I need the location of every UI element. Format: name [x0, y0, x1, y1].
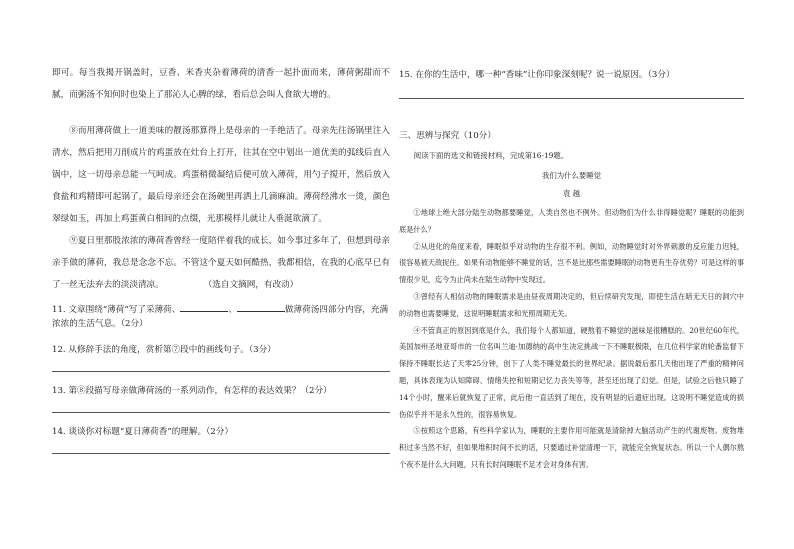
question-13: 13. 第⑧段描写母亲做薄荷汤的一系列动作，有怎样的表达效果？（2分）: [52, 386, 332, 396]
answer-blank-1[interactable]: [180, 302, 228, 312]
question-12: 12. 从修辞手法的角度，赏析第⑦段中的画线句子。（3分）: [52, 345, 276, 355]
question-15: 15. 在你的生活中，哪一种“香味”让你印象深刻呢？说一说原因。（3分）: [399, 70, 675, 80]
answer-line-12[interactable]: [52, 371, 390, 372]
article-paragraph-1: ①地球上绝大部分陆生动物都要睡觉，人类自然也不例外。但动物们为什么非得睡觉呢？睡眠的功能到底是什么？: [399, 208, 744, 234]
article-paragraph-2: ②从进化的角度来看，睡眠似乎对动物的生存很不利。例如，动物睡觉时对外界刺激的反应能力迟钝，很容易被天敌捉住。如果有动物能够不睡觉的话，岂不是比那些需要睡眠的动物更有生存优势？可是这样的事情很少见，迄今为止尚未在陆生动物中发现过。: [399, 241, 745, 285]
article-paragraph-5: ⑤按照这个思路，有些科学家认为，睡眠的主要作用可能就是清除掉大脑活动产生的代谢废物。废物堆积过多当然不好，但如果堆积时间不长的话，只要通过补觉清理一下，就能完全恢复状态。所以一个人偶尔熬个夜不是什么大问题，只有长时间睡眠不足才会对身体有害。: [399, 426, 745, 469]
paragraph-8: ⑧而用薄荷做上一道美味的靓汤那算得上是母亲的一手绝活了。母亲先往汤锅里注入清水，然后把用刀削成片的鸡蛋放在灶台上打开，往其在空中划出一道优美的弧线后直入锅中，这一切母亲总能一气呵成。鸡蛋稍微凝结后便可放入薄荷，用勺子搅开，然后放入食盐和鸡精即可起锅了，最后母亲还会在汤碗里再洒上几滴麻油。薄荷经沸水一烫，颜色翠绿如玉，再加上鸡蛋黄白相间的点缀，光那模样儿就让人垂涎欲滴了。: [52, 126, 390, 224]
article-author: 袁 越: [562, 189, 581, 198]
answer-blank-2[interactable]: [237, 302, 285, 312]
instruction-text: 阅读下面的选文和链接材料，完成第16-19题。: [413, 151, 569, 160]
article-paragraph-4: ④不管真正的原因到底是什么，我们每个人都知道，硬熬着不睡觉的滋味是很糟糕的。20世纪60年代，美国加州圣地亚哥市的一位名叫兰迪·加德纳的高中生决定挑战一下不睡眠极限，在几位科学家的轮番监督下保持不睡眠长达了天零25分钟，创下了人类不睡觉最长的世界纪录。据说最后那几天他出现了严重的精神问题，具体表现为认知障碍、情绪失控和短期记忆力丧失等等，甚至还出现了幻觉。但是，试验之后他只睡了14个小时，醒来后就恢复了正常，此后他一直活到了现在，没有明显的后遗症出现。这说明不睡觉造成的损伤似乎并不是永久性的，很容易恢复。: [399, 325, 744, 419]
paragraph-intro: 即可。每当我揭开锅盖时，豆香、米香夹杂着薄荷的清香一起扑面而来，薄荷粥甜而不腻，而粥汤不知何时也染上了那沁人心脾的绿，看后总会叫人食欲大增的。: [52, 68, 390, 100]
right-column: [399, 62, 744, 474]
source-note: （选自文摘网，有改动）: [203, 280, 299, 290]
paragraph-9: ⑨夏日里那股浓浓的薄荷香曾经一度陪伴着我的成长，如今事过多年了，但想到母亲亲手做的薄荷，我总是念念不忘。不管这个夏天如何酷热，我都相信，在我的心底早已有了一丝无法弃去的淡淡清凉。 （选自文摘网，有改动）: [52, 236, 390, 290]
answer-line-14[interactable]: [52, 453, 390, 454]
question-11: 11. 文章围绕“薄荷”写了采薄荷、 、 做薄荷汤四部分内容，充满浓浓的生活气息。（2分）: [52, 302, 390, 331]
answer-line-13[interactable]: [52, 412, 390, 413]
question-14: 14. 谈谈你对标题“夏日薄荷香”的理解。（2分）: [52, 427, 234, 437]
left-column: [52, 62, 390, 454]
article-paragraph-3: ③曾经有人相信动物的睡眠需求是由昼夜周期决定的，但后续研究发现，即使生活在暗无天日的洞穴中的动物也需要睡觉，这说明睡眠需求和光照周期无关。: [399, 291, 744, 318]
answer-line-15[interactable]: [399, 98, 744, 99]
section-heading: 三、思辨与探究（10分）: [399, 131, 496, 141]
article-title: 我们为什么要睡觉: [541, 171, 602, 180]
